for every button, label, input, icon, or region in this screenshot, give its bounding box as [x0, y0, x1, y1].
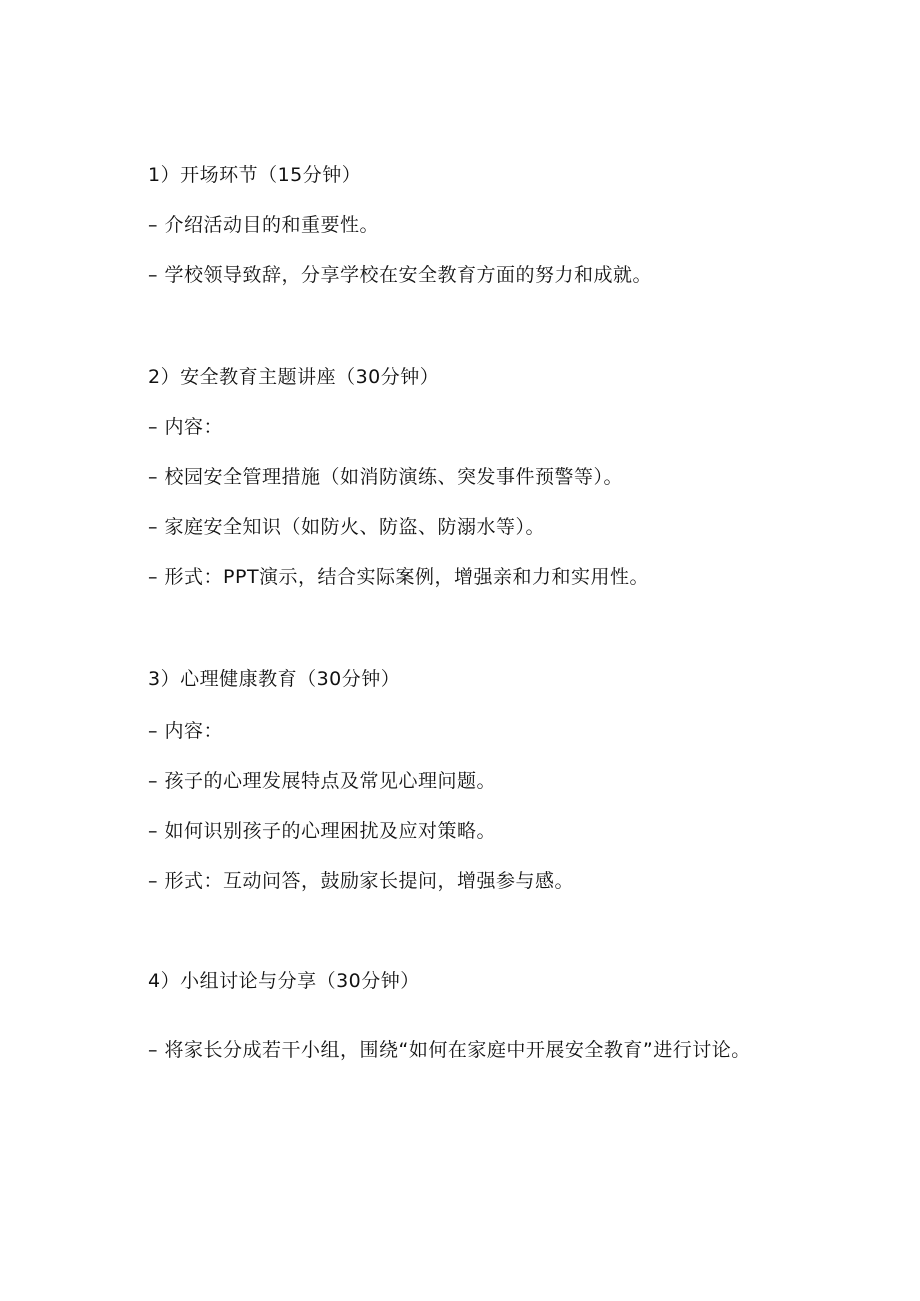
section-2-item-3: – 家庭安全知识（如防火、防盗、防溺水等）。 [148, 516, 546, 538]
section-2-heading: 2）安全教育主题讲座（30分钟） [148, 366, 440, 388]
section-1-item-1: – 介绍活动目的和重要性。 [148, 214, 380, 236]
section-3-item-1: – 内容： [148, 720, 224, 742]
section-3-heading: 3）心理健康教育（30分钟） [148, 668, 401, 690]
section-2-item-1: – 内容： [148, 416, 224, 438]
section-3-item-2: – 孩子的心理发展特点及常见心理问题。 [148, 770, 497, 792]
section-2-item-4: – 形式：PPT演示，结合实际案例，增强亲和力和实用性。 [148, 566, 650, 588]
section-4-paragraph: – 将家长分成若干小组，围绕“如何在家庭中开展安全教育”进行讨论。 [148, 1039, 751, 1061]
section-1-heading: 1）开场环节（15分钟） [148, 164, 362, 186]
section-3-item-4: – 形式：互动问答，鼓励家长提问，增强参与感。 [148, 870, 575, 892]
section-3-item-3: – 如何识别孩子的心理困扰及应对策略。 [148, 820, 497, 842]
section-1-item-2: – 学校领导致辞，分享学校在安全教育方面的努力和成就。 [148, 264, 653, 286]
section-2-item-2: – 校园安全管理措施（如消防演练、突发事件预警等）。 [148, 466, 624, 488]
section-4-heading: 4）小组讨论与分享（30分钟） [148, 970, 420, 992]
